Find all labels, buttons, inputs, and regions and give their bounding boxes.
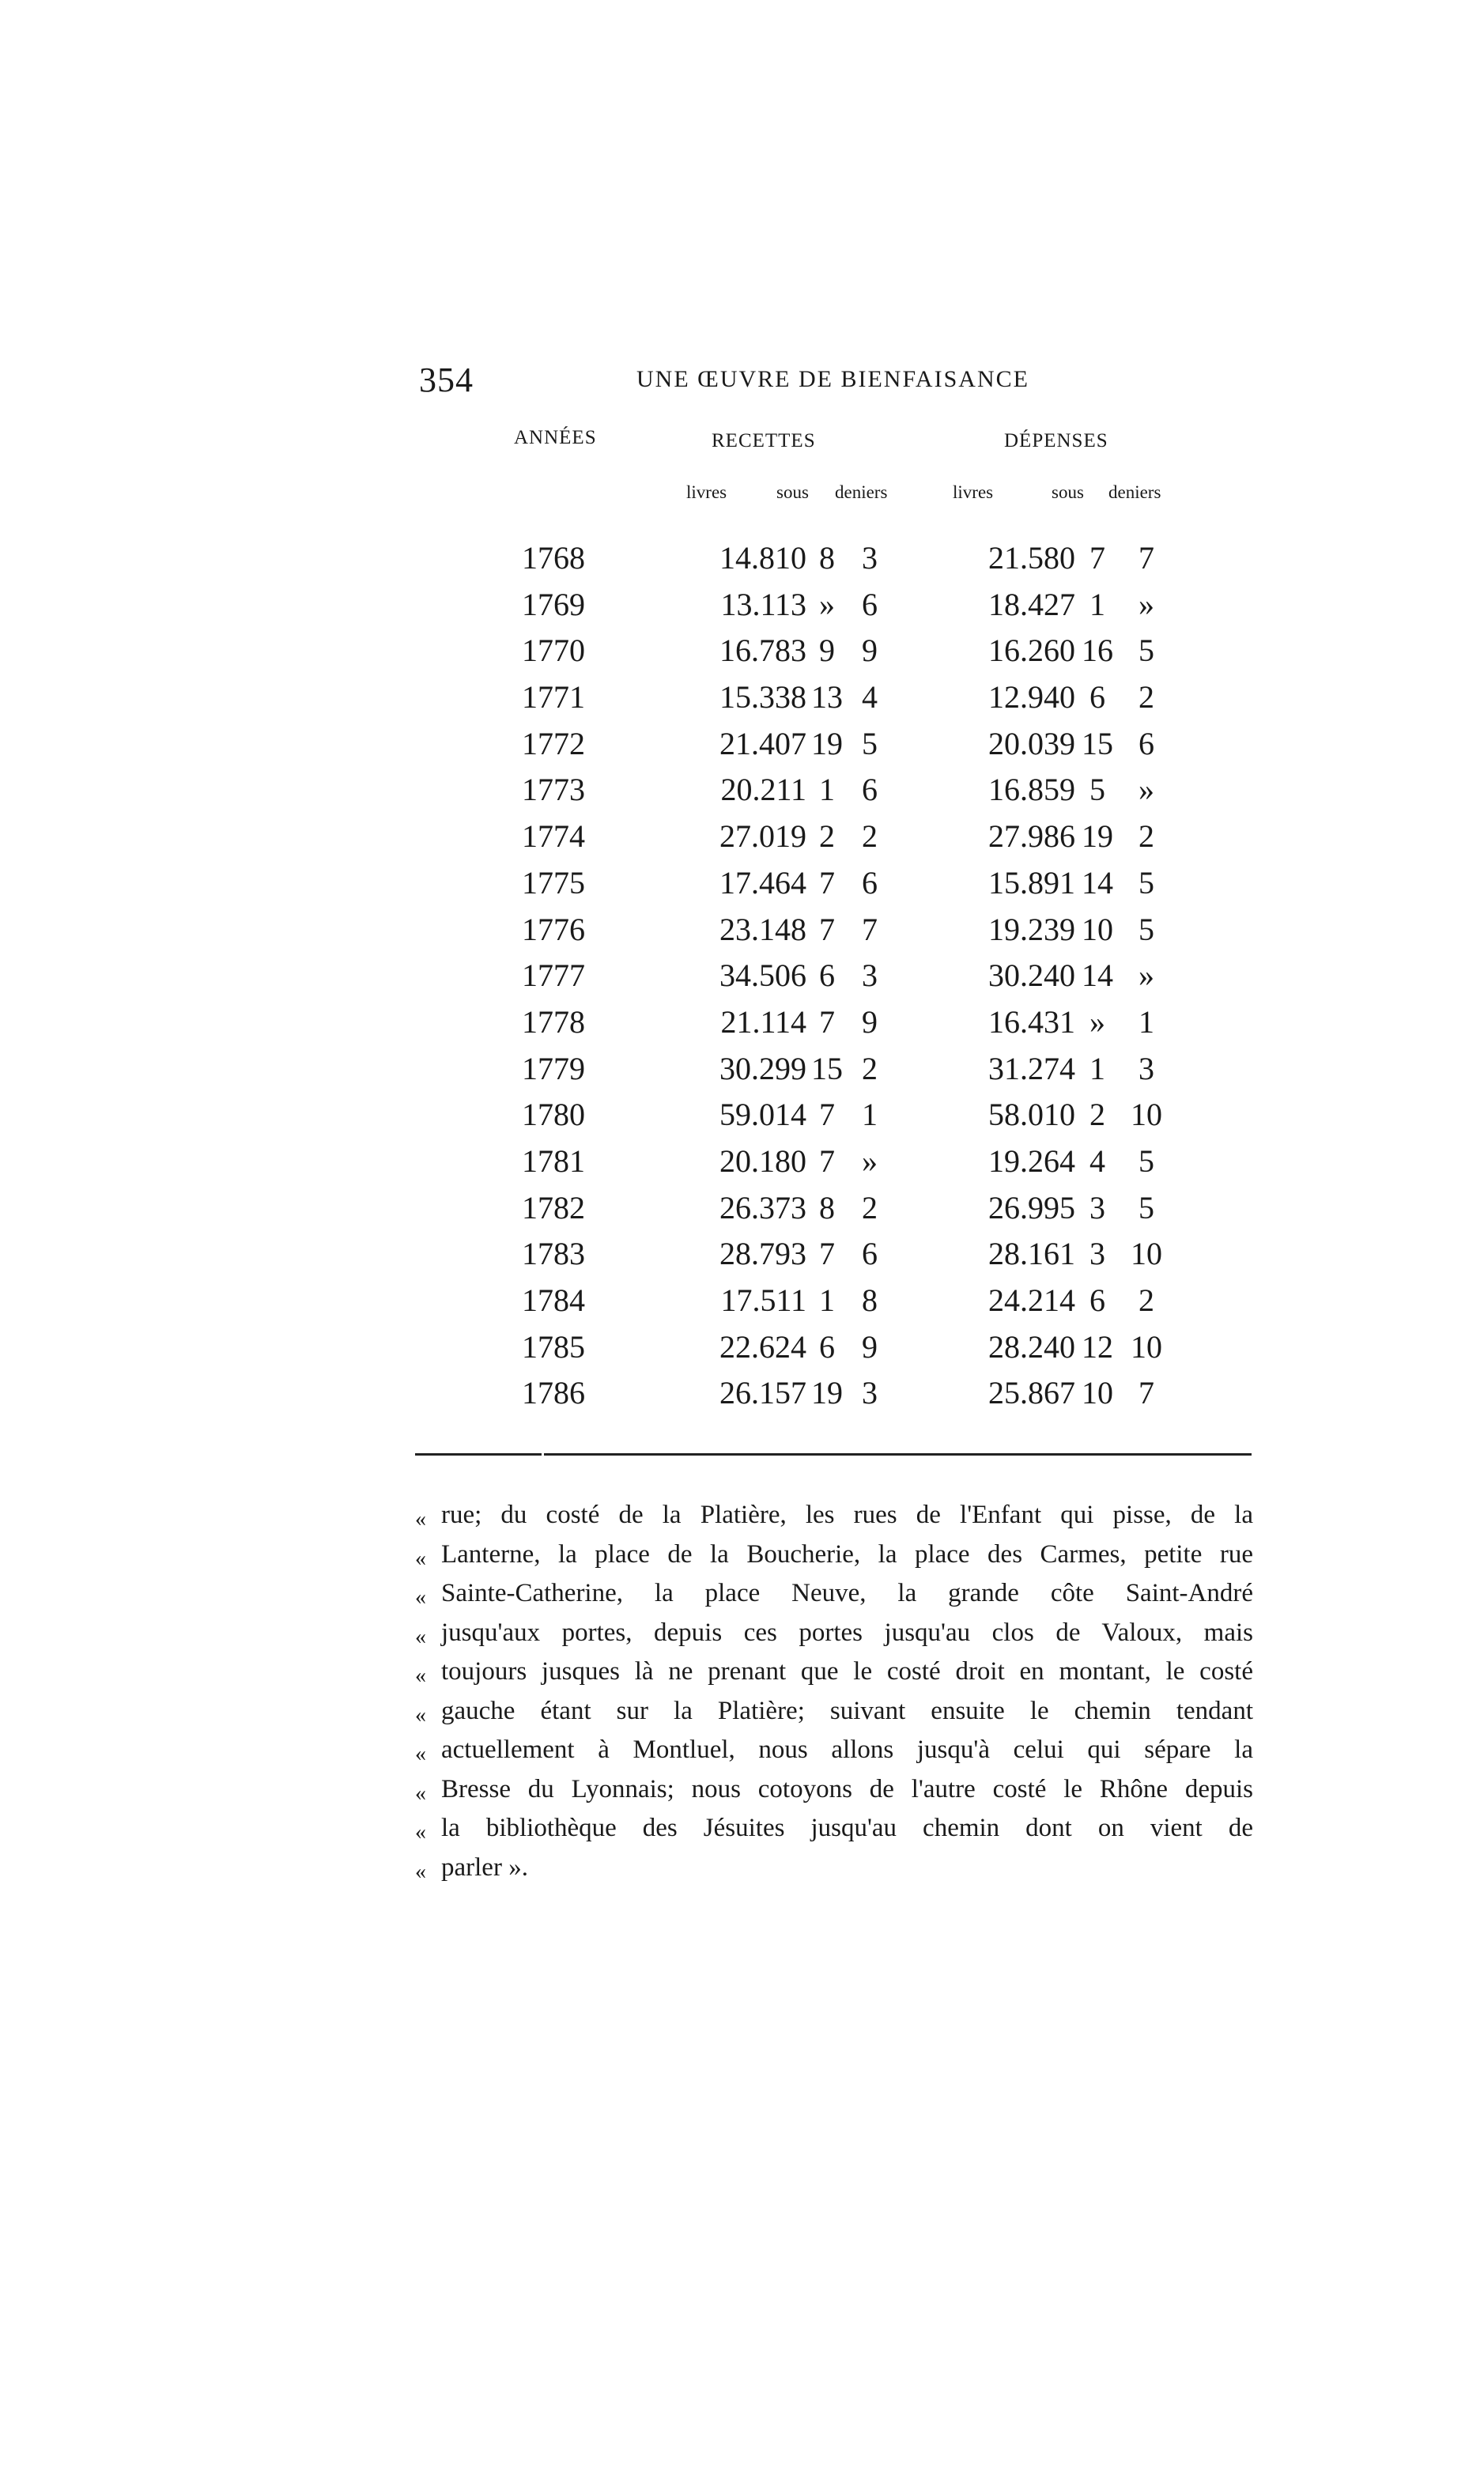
footnote-text: Bresse du Lyonnais; nous cotoyons de l'autre costé le Rhône depuis: [441, 1774, 1253, 1803]
cell-receipts-sous: 7: [819, 1142, 835, 1179]
cell-receipts-livres: 30.299: [719, 1050, 806, 1086]
cell-year: 1773: [522, 772, 585, 808]
cell-receipts-livres: 21.407: [719, 725, 806, 761]
cell-expenses-sous: 5: [1089, 772, 1105, 808]
table-row: [419, 670, 1257, 717]
cell-receipts-livres: 14.810: [719, 540, 806, 576]
table-row: [419, 995, 1257, 1042]
cell-year: 1783: [522, 1236, 585, 1272]
cell-receipts-deniers: 3: [862, 957, 878, 994]
cell-expenses-livres: 21.580: [988, 540, 1075, 576]
cell-expenses-sous: 7: [1089, 540, 1105, 576]
cell-receipts-sous: 7: [819, 1003, 835, 1040]
cell-expenses-sous: 2: [1089, 1097, 1105, 1133]
cell-receipts-deniers: 6: [862, 772, 878, 808]
cell-expenses-livres: 18.427: [988, 586, 1075, 622]
footnote-line: [415, 1657, 1253, 1697]
cell-expenses-sous: 4: [1089, 1142, 1105, 1179]
cell-expenses-livres: 27.986: [988, 818, 1075, 855]
cell-receipts-sous: 19: [811, 1375, 843, 1411]
footnote-line: [415, 1618, 1253, 1658]
heading-receipts: RECETTES: [712, 430, 816, 451]
quote-mark: «: [415, 1507, 426, 1531]
heading-expenses: DÉPENSES: [1004, 430, 1108, 451]
footnote-text: rue; du costé de la Platière, les rues de l'Enfant qui pisse, de la: [441, 1501, 1253, 1529]
cell-expenses-deniers: 5: [1138, 911, 1154, 947]
cell-expenses-livres: 15.891: [988, 864, 1075, 901]
cell-expenses-sous: 14: [1082, 864, 1113, 901]
footnote-line: [415, 1501, 1253, 1540]
expenses-sub-sous: sous: [1052, 482, 1084, 502]
cell-expenses-sous: 6: [1089, 679, 1105, 716]
footnote-text: la bibliothèque des Jésuites jusqu'au chemin dont on vient de: [441, 1814, 1253, 1842]
cell-receipts-livres: 26.157: [719, 1375, 806, 1411]
footnote-text: gauche étant sur la Platière; suivant ensuite le chemin tendant: [441, 1696, 1253, 1725]
cell-expenses-sous: 3: [1089, 1236, 1105, 1272]
cell-expenses-deniers: 10: [1131, 1236, 1162, 1272]
page-number: 354: [419, 361, 474, 399]
table-row: [419, 717, 1257, 764]
quote-mark: «: [415, 1546, 426, 1571]
receipts-sub-livres: livres: [686, 482, 727, 502]
footnote-text: Lanterne, la place de la Boucherie, la place des Carmes, petite rue: [441, 1539, 1253, 1569]
cell-expenses-sous: 10: [1082, 1375, 1113, 1411]
cell-receipts-sous: 8: [819, 1189, 835, 1226]
cell-receipts-livres: 16.783: [719, 633, 806, 669]
cell-receipts-sous: 15: [811, 1050, 843, 1086]
footnote-text: actuellement à Montluel, nous allons jusqu'à celui qui sépare la: [441, 1735, 1253, 1764]
cell-receipts-livres: 59.014: [719, 1097, 806, 1133]
table-row: [419, 1366, 1257, 1413]
cell-expenses-sous: 6: [1089, 1282, 1105, 1318]
cell-receipts-livres: 22.624: [719, 1328, 806, 1365]
cell-expenses-livres: 19.264: [988, 1142, 1075, 1179]
cell-receipts-sous: 7: [819, 1097, 835, 1133]
cell-receipts-deniers: »: [862, 1142, 878, 1179]
table-row: [419, 949, 1257, 995]
cell-year: 1776: [522, 911, 585, 947]
cell-expenses-livres: 20.039: [988, 725, 1075, 761]
table-column-headings: [419, 427, 1257, 522]
quote-mark: «: [415, 1664, 426, 1688]
cell-expenses-deniers: 5: [1138, 633, 1154, 669]
cell-receipts-livres: 20.180: [719, 1142, 806, 1179]
cell-receipts-deniers: 9: [862, 633, 878, 669]
quote-mark: «: [415, 1781, 426, 1806]
cell-year: 1784: [522, 1282, 585, 1318]
cell-year: 1774: [522, 818, 585, 855]
cell-year: 1782: [522, 1189, 585, 1226]
cell-expenses-livres: 28.240: [988, 1328, 1075, 1365]
cell-receipts-sous: 6: [819, 1328, 835, 1365]
quote-mark: «: [415, 1624, 426, 1649]
cell-expenses-deniers: 7: [1138, 540, 1154, 576]
quote-mark: «: [415, 1702, 426, 1728]
cell-expenses-deniers: 10: [1131, 1328, 1162, 1365]
table-row: [419, 810, 1257, 856]
footnote-line: [415, 1853, 1253, 1893]
cell-receipts-deniers: 5: [862, 725, 878, 761]
cell-expenses-sous: 1: [1089, 586, 1105, 622]
cell-receipts-livres: 17.464: [719, 864, 806, 901]
cell-expenses-livres: 30.240: [988, 957, 1075, 994]
footnote-line: [415, 1697, 1253, 1736]
cell-expenses-sous: »: [1089, 1003, 1105, 1040]
cell-receipts-deniers: 6: [862, 864, 878, 901]
table-row: [419, 1135, 1257, 1181]
cell-year: 1785: [522, 1328, 585, 1365]
receipts-sub-deniers: deniers: [835, 482, 888, 502]
cell-receipts-livres: 28.793: [719, 1236, 806, 1272]
table-row: [419, 578, 1257, 625]
quote-mark: «: [415, 1742, 426, 1766]
cell-receipts-deniers: 8: [862, 1282, 878, 1318]
cell-expenses-deniers: 10: [1131, 1097, 1162, 1133]
page-header: [419, 360, 1257, 407]
cell-receipts-sous: 2: [819, 818, 835, 855]
table-row: [419, 624, 1257, 670]
cell-expenses-livres: 16.431: [988, 1003, 1075, 1040]
quote-mark: «: [415, 1585, 426, 1610]
cell-receipts-deniers: 3: [862, 1375, 878, 1411]
cell-receipts-sous: 7: [819, 911, 835, 947]
cell-receipts-deniers: 6: [862, 1236, 878, 1272]
cell-expenses-livres: 31.274: [988, 1050, 1075, 1086]
cell-expenses-deniers: »: [1138, 957, 1154, 994]
cell-receipts-deniers: 2: [862, 1189, 878, 1226]
cell-expenses-sous: 19: [1082, 818, 1113, 855]
cell-expenses-sous: 10: [1082, 911, 1113, 947]
cell-expenses-livres: 16.859: [988, 772, 1075, 808]
table-row: [419, 1181, 1257, 1228]
running-title: UNE ŒUVRE DE BIENFAISANCE: [636, 366, 1029, 392]
cell-expenses-deniers: 7: [1138, 1375, 1154, 1411]
cell-receipts-deniers: 3: [862, 540, 878, 576]
cell-receipts-sous: 1: [819, 1282, 835, 1318]
table-row: [419, 1088, 1257, 1135]
cell-expenses-deniers: 5: [1138, 1189, 1154, 1226]
cell-year: 1779: [522, 1050, 585, 1086]
footnote-text: Sainte-Catherine, la place Neuve, la grande côte Saint-André: [441, 1579, 1253, 1607]
table-row: [419, 1320, 1257, 1367]
cell-receipts-livres: 34.506: [719, 957, 806, 994]
table-row: [419, 531, 1257, 578]
cell-year: 1777: [522, 957, 585, 994]
cell-expenses-livres: 25.867: [988, 1375, 1075, 1411]
cell-receipts-sous: »: [819, 586, 835, 622]
cell-receipts-deniers: 2: [862, 818, 878, 855]
table-row: [419, 903, 1257, 950]
cell-receipts-livres: 26.373: [719, 1189, 806, 1226]
cell-expenses-sous: 15: [1082, 725, 1113, 761]
cell-expenses-livres: 12.940: [988, 679, 1075, 716]
footnote-text: parler ».: [441, 1852, 528, 1882]
table-row: [419, 1042, 1257, 1089]
cell-expenses-deniers: »: [1138, 586, 1154, 622]
cell-receipts-sous: 13: [811, 679, 843, 716]
cell-expenses-deniers: 2: [1138, 1282, 1154, 1318]
cell-receipts-sous: 9: [819, 633, 835, 669]
footnote-rule-long: [544, 1453, 1252, 1456]
cell-year: 1772: [522, 725, 585, 761]
cell-receipts-deniers: 7: [862, 911, 878, 947]
cell-expenses-sous: 1: [1089, 1050, 1105, 1086]
cell-receipts-livres: 17.511: [720, 1282, 806, 1318]
footnote-text: toujours jusques là ne prenant que le costé droit en montant, le costé: [441, 1657, 1253, 1686]
cell-receipts-livres: 23.148: [719, 911, 806, 947]
expenses-sub-livres: livres: [953, 482, 994, 502]
quote-mark: «: [415, 1820, 426, 1845]
cell-receipts-deniers: 9: [862, 1328, 878, 1365]
cell-receipts-deniers: 1: [862, 1097, 878, 1133]
cell-expenses-livres: 58.010: [988, 1097, 1075, 1133]
table-row: [419, 856, 1257, 903]
cell-receipts-livres: 20.211: [720, 772, 806, 808]
accounts-table: [419, 531, 1257, 1413]
cell-year: 1780: [522, 1097, 585, 1133]
cell-receipts-sous: 6: [819, 957, 835, 994]
cell-receipts-sous: 7: [819, 1236, 835, 1272]
footnote-text: jusqu'aux portes, depuis ces portes jusqu'au clos de Valoux, mais: [441, 1618, 1253, 1647]
quote-mark: «: [415, 1859, 426, 1884]
cell-expenses-deniers: 1: [1138, 1003, 1154, 1040]
footnote-line: [415, 1775, 1253, 1815]
cell-receipts-deniers: 6: [862, 586, 878, 622]
cell-receipts-deniers: 9: [862, 1003, 878, 1040]
cell-expenses-deniers: 2: [1138, 679, 1154, 716]
expenses-sub-deniers: deniers: [1108, 482, 1161, 502]
cell-expenses-sous: 14: [1082, 957, 1113, 994]
cell-year: 1781: [522, 1142, 585, 1179]
footnote-line: [415, 1540, 1253, 1580]
cell-expenses-deniers: 3: [1138, 1050, 1154, 1086]
cell-year: 1770: [522, 633, 585, 669]
cell-expenses-sous: 12: [1082, 1328, 1113, 1365]
cell-year: 1768: [522, 540, 585, 576]
footnote-line: [415, 1579, 1253, 1618]
heading-years: ANNÉES: [514, 427, 597, 448]
cell-receipts-deniers: 2: [862, 1050, 878, 1086]
cell-year: 1778: [522, 1003, 585, 1040]
cell-expenses-deniers: 6: [1138, 725, 1154, 761]
footnote-rule-short: [415, 1453, 542, 1456]
cell-receipts-sous: 7: [819, 864, 835, 901]
cell-year: 1769: [522, 586, 585, 622]
cell-expenses-livres: 16.260: [988, 633, 1075, 669]
cell-receipts-sous: 8: [819, 540, 835, 576]
cell-receipts-deniers: 4: [862, 679, 878, 716]
cell-expenses-livres: 28.161: [988, 1236, 1075, 1272]
table-row: [419, 1274, 1257, 1320]
cell-year: 1786: [522, 1375, 585, 1411]
cell-expenses-deniers: 2: [1138, 818, 1154, 855]
cell-expenses-deniers: 5: [1138, 864, 1154, 901]
footnote-line: [415, 1735, 1253, 1775]
cell-expenses-deniers: »: [1138, 772, 1154, 808]
footnote: [415, 1501, 1253, 1892]
footnote-line: [415, 1814, 1253, 1853]
cell-expenses-sous: 16: [1082, 633, 1113, 669]
cell-receipts-livres: 21.114: [720, 1003, 806, 1040]
receipts-sub-sous: sous: [776, 482, 809, 502]
cell-year: 1775: [522, 864, 585, 901]
cell-receipts-sous: 19: [811, 725, 843, 761]
cell-expenses-livres: 19.239: [988, 911, 1075, 947]
cell-year: 1771: [522, 679, 585, 716]
cell-receipts-livres: 13.113: [720, 586, 806, 622]
table-row: [419, 1227, 1257, 1274]
cell-expenses-deniers: 5: [1138, 1142, 1154, 1179]
cell-receipts-livres: 27.019: [719, 818, 806, 855]
cell-expenses-livres: 24.214: [988, 1282, 1075, 1318]
cell-receipts-sous: 1: [819, 772, 835, 808]
cell-receipts-livres: 15.338: [719, 679, 806, 716]
cell-expenses-sous: 3: [1089, 1189, 1105, 1226]
cell-expenses-livres: 26.995: [988, 1189, 1075, 1226]
table-row: [419, 763, 1257, 810]
